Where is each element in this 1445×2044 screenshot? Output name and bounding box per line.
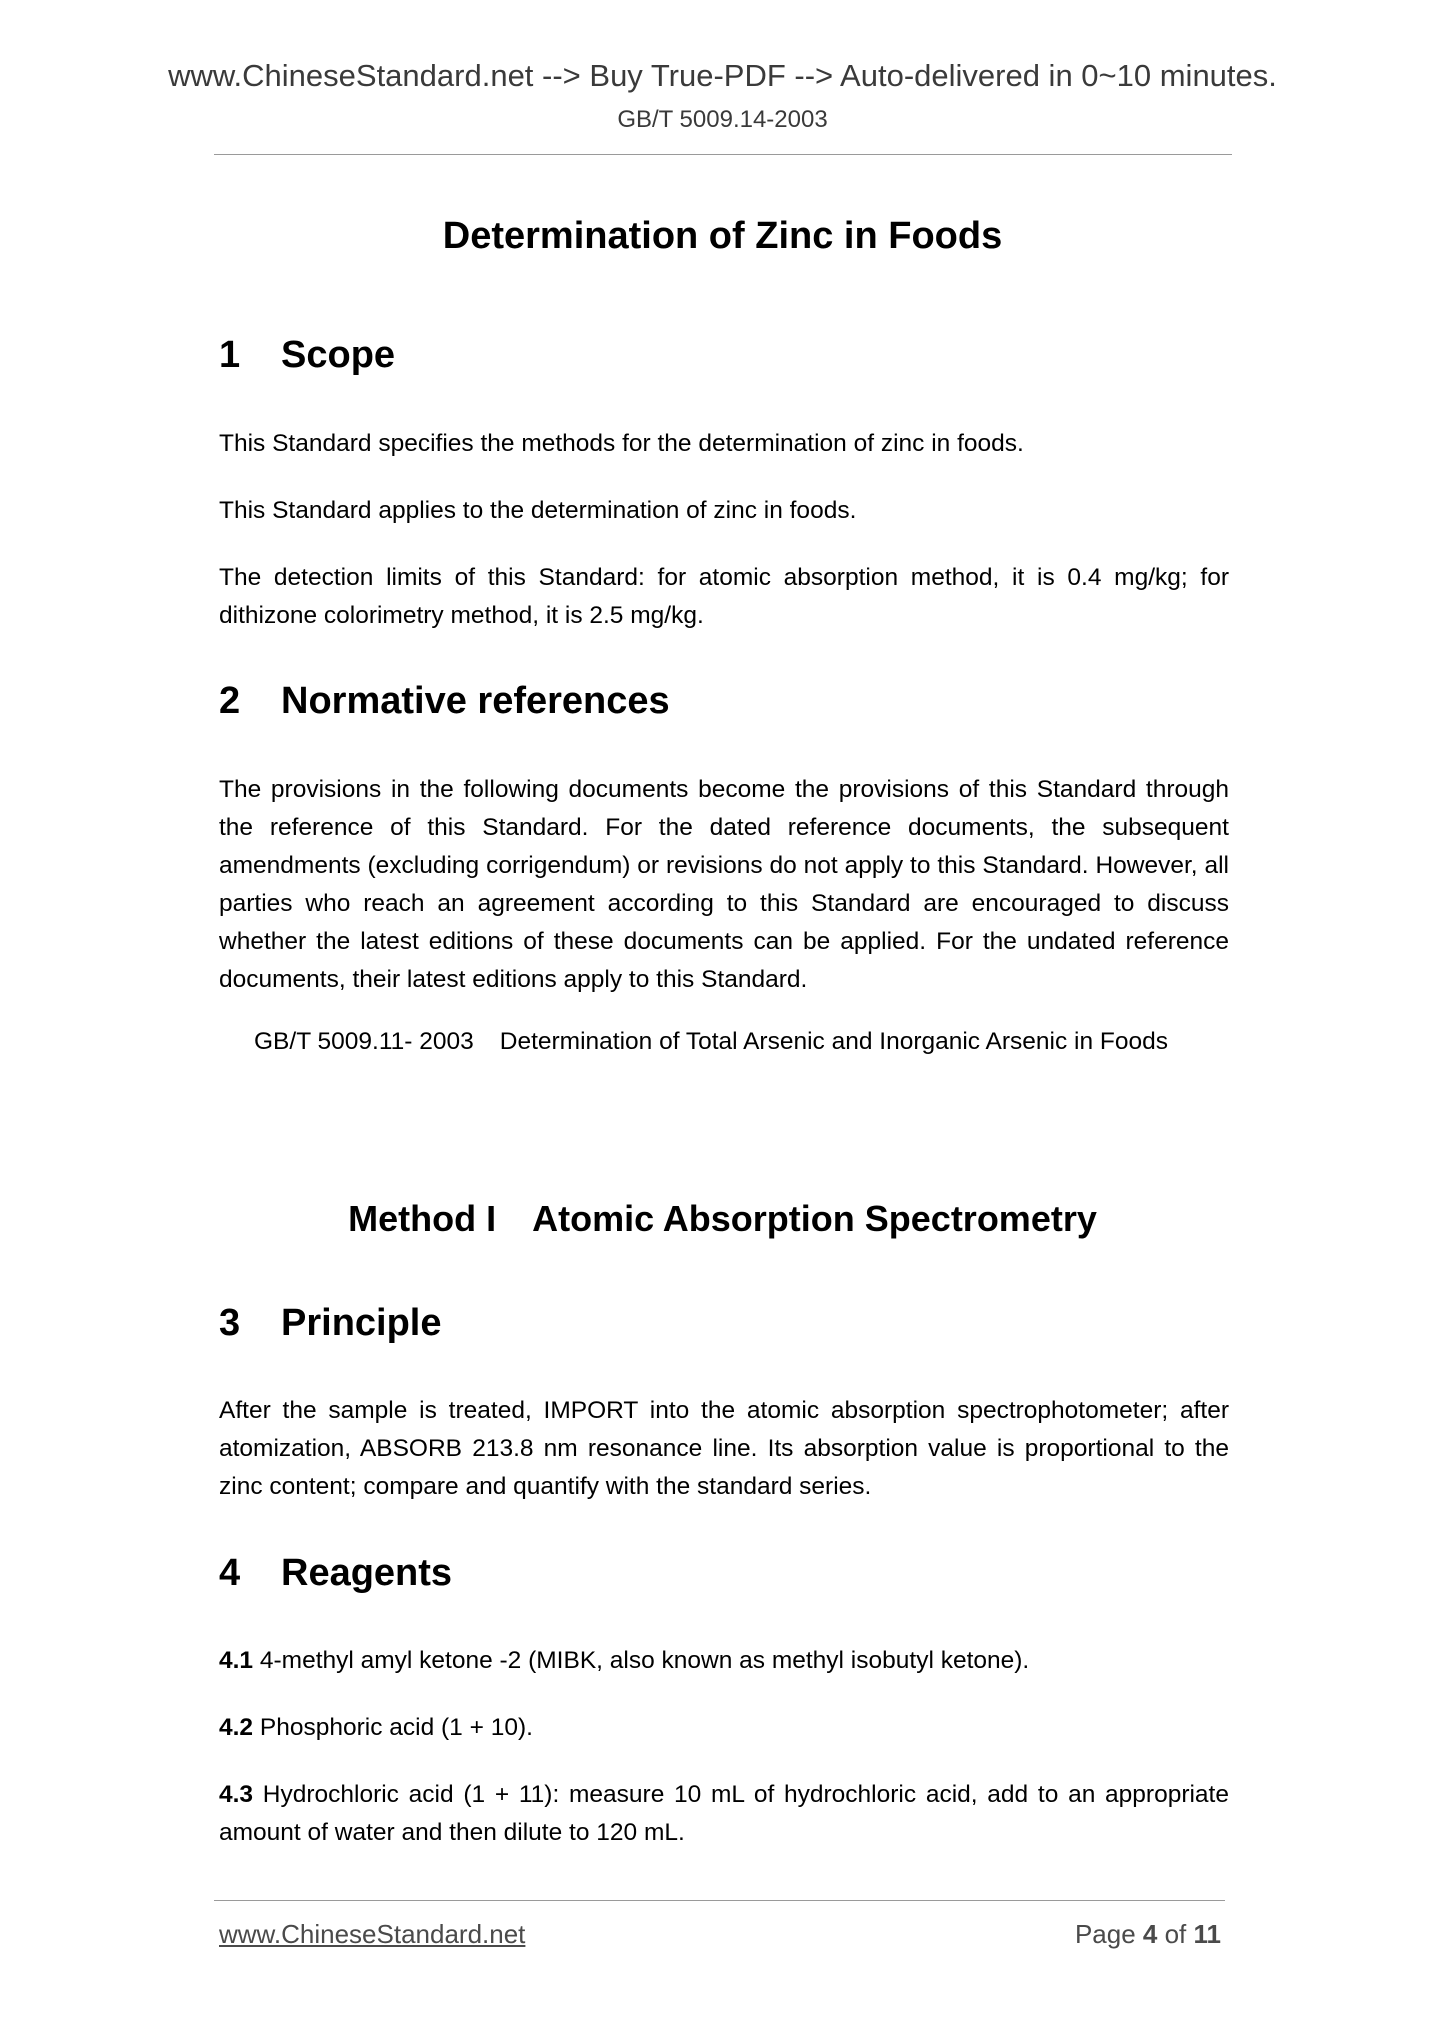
page-number: [1075, 1919, 1221, 1950]
section-number: 2: [219, 680, 241, 722]
method-label: Method I: [348, 1198, 497, 1239]
footer-divider: [214, 1900, 1225, 1901]
section-number: 4: [219, 1552, 241, 1594]
reagent-number: 4.2: [219, 1714, 254, 1741]
scope-paragraph-2: This Standard applies to the determination of zinc in foods.: [219, 497, 857, 524]
section-title: Reagents: [281, 1552, 453, 1594]
page-current: 4: [1142, 1919, 1158, 1949]
reference-entry: [254, 1028, 1168, 1056]
header-banner: www.ChineseStandard.net --> Buy True-PDF --> Auto-delivered in 0~10 minutes.: [168, 58, 1277, 93]
reference-code: GB/T 5009.11- 2003: [254, 1028, 474, 1055]
section-number: 1: [219, 334, 241, 376]
normative-paragraph: The provisions in the following documents become the provisions of this Standard through the reference of this Standard. For the dated reference documents, the subsequent amendments (excluding corrigendum) or revisions do not apply to this Standard. However, all parties who reach an agreement according to this Standard are encouraged to discuss whether the latest editions of these documents can be applied. For the undated reference documents, their latest editions apply to this Standard.: [219, 776, 1229, 993]
page-prefix: Page: [1074, 1919, 1143, 1949]
reagent-text: Phosphoric acid (1 + 10).: [253, 1714, 533, 1741]
method-title: Atomic Absorption Spectrometry: [532, 1198, 1097, 1239]
reagent-text: Hydrochloric acid (1 + 11): measure 10 mL of hydrochloric acid, add to an appropriate amount of water and then dilute to 120 mL.: [219, 1781, 1229, 1846]
reagent-number: 4.3: [219, 1781, 254, 1808]
page-title: Determination of Zinc in Foods: [442, 215, 1003, 257]
scope-paragraph-1: This Standard specifies the methods for the determination of zinc in foods.: [219, 430, 1024, 457]
section-heading-scope: [219, 334, 395, 377]
reagent-number: 4.1: [219, 1647, 254, 1674]
footer-website-link[interactable]: www.ChineseStandard.net: [219, 1919, 526, 1949]
section-title: Principle: [281, 1302, 442, 1344]
reagent-item: [219, 1776, 1229, 1852]
principle-paragraph: After the sample is treated, IMPORT into the atomic absorption spectrophotometer; after atomization, ABSORB 213.8 nm resonance line. Its absorption value is proportional to the zinc content; compare and quantify with the standard series.: [219, 1397, 1229, 1500]
method-heading: [0, 1198, 1445, 1240]
scope-paragraph-3: The detection limits of this Standard: for atomic absorption method, it is 0.4 mg/kg; for dithizone colorimetry method, it is 2.5 mg/kg.: [219, 564, 1229, 629]
page-of: of: [1157, 1919, 1194, 1949]
header-divider: [214, 154, 1232, 155]
section-heading-reagents: [219, 1552, 452, 1595]
section-heading-principle: [219, 1302, 442, 1345]
page-total: 11: [1193, 1919, 1221, 1949]
reagent-text: 4-methyl amyl ketone -2 (MIBK, also known as methyl isobutyl ketone).: [253, 1647, 1030, 1674]
reference-title: Determination of Total Arsenic and Inorganic Arsenic in Foods: [499, 1028, 1168, 1055]
section-title: Scope: [281, 334, 396, 376]
document-id: GB/T 5009.14-2003: [617, 106, 828, 133]
reagent-item: [219, 1709, 1229, 1747]
section-number: 3: [219, 1302, 241, 1344]
section-heading-normative: [219, 680, 670, 723]
section-title: Normative references: [281, 680, 670, 722]
reagent-item: [219, 1642, 1229, 1680]
